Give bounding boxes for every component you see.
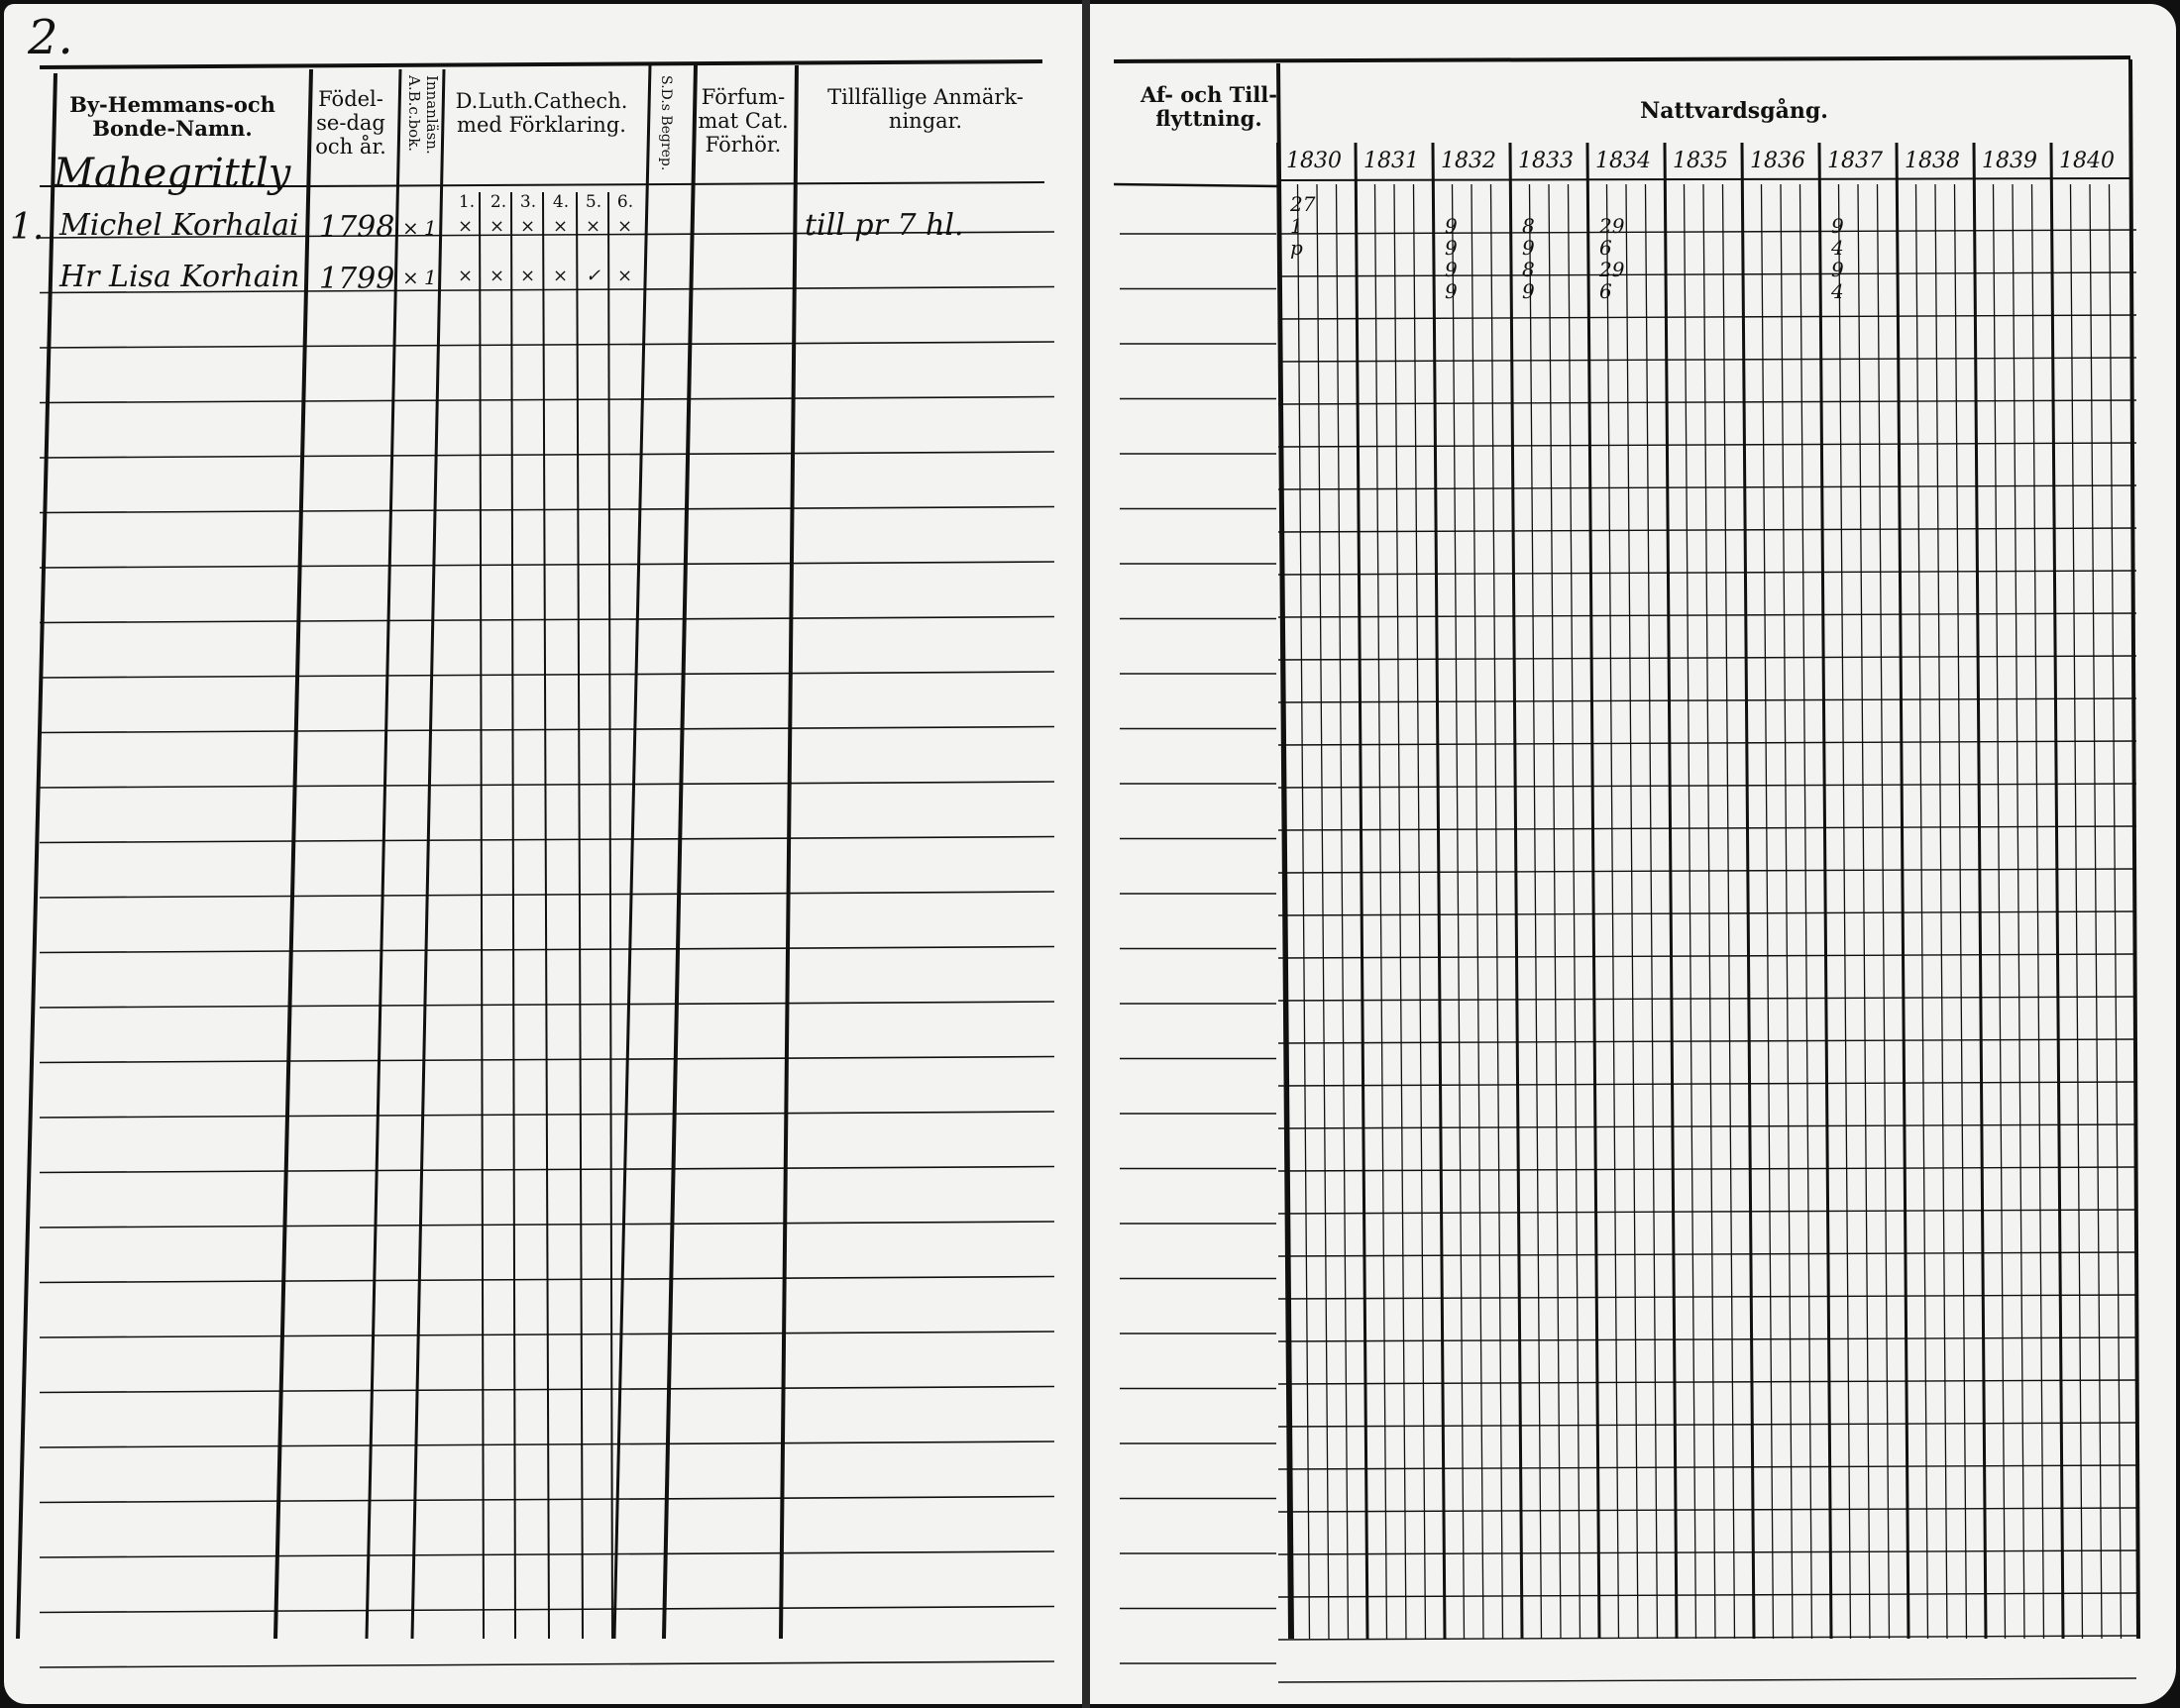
grid-row-rule (1278, 1124, 2136, 1128)
row-rule (40, 837, 1054, 843)
header-name: By-Hemmans-och Bonde-Namn. (69, 92, 275, 141)
month-column-rule (1414, 184, 1426, 1639)
catech-mark: × (458, 266, 474, 286)
header-forfum: Förfum- mat Cat. Förhör. (698, 85, 789, 157)
catech-mark: ✓ (586, 266, 601, 286)
grid-row-rule (1278, 272, 2136, 276)
row-rule (40, 1661, 1054, 1667)
year-column-rule (1433, 143, 1445, 1639)
grid-row-rule (1278, 1167, 2136, 1171)
grid-row-rule (1278, 869, 2136, 873)
communion-entry: 29 (1599, 258, 1625, 281)
catech-mark: × (490, 266, 505, 286)
year-label: 1835 (1673, 149, 1728, 173)
header-begrep: S.D.s Begrep. (658, 75, 674, 171)
catech-col-6: 6. (616, 192, 634, 212)
year-column-rule (1974, 143, 1986, 1639)
row-rule (40, 782, 1054, 788)
grid-row-rule (1278, 358, 2136, 362)
month-column-rule (1317, 184, 1329, 1639)
column-rule (18, 73, 55, 1639)
year-column-rule (1278, 143, 1290, 1639)
communion-entry: 9 (1522, 236, 1535, 260)
year-label: 1833 (1518, 149, 1574, 173)
grid-row-rule (1278, 1550, 2136, 1554)
abc-mark: × (402, 266, 419, 289)
communion-entry: 9 (1831, 258, 1844, 281)
row-rule (40, 397, 1054, 403)
catech-col-4: 4. (552, 192, 570, 212)
grid-row-rule (1278, 1039, 2136, 1043)
communion-entry: 4 (1831, 236, 1844, 260)
top-rule (1114, 57, 2130, 61)
grid-row-rule (1278, 528, 2136, 532)
column-rule (664, 65, 696, 1639)
grid-row-rule (1278, 1295, 2136, 1299)
column-rule (412, 69, 444, 1639)
grid-row-rule (1278, 443, 2136, 447)
grid-row-rule (1278, 1678, 2136, 1682)
month-column-rule (1298, 184, 1310, 1639)
month-column-rule (1935, 184, 1947, 1639)
farm-name: Mahegrittly (54, 151, 291, 196)
grid-row-rule (1278, 230, 2136, 234)
communion-entry: 9 (1445, 258, 1458, 281)
header-catechism: D.Luth.Cathech. med Förklaring. (455, 89, 628, 137)
communion-entry: 6 (1599, 236, 1612, 260)
abc-mark: × (402, 216, 419, 240)
header-remarks: Tillfällige Anmärk- ningar. (827, 85, 1024, 133)
column-rule (608, 192, 612, 1639)
column-rule (480, 192, 484, 1639)
month-column-rule (1375, 184, 1387, 1639)
grid-row-rule (1278, 826, 2136, 830)
communion-entry: 6 (1599, 279, 1612, 303)
row-rule (40, 672, 1054, 678)
month-column-rule (1472, 184, 1483, 1639)
catech-col-5: 5. (585, 192, 602, 212)
grid-row-rule (1278, 954, 2136, 958)
communion-entry: 9 (1522, 279, 1535, 303)
row-rule (40, 562, 1054, 568)
header-innanlas: Innanläsn. (423, 75, 441, 155)
row-rule (40, 617, 1054, 623)
month-column-rule (1858, 184, 1870, 1639)
grid-row-rule (1278, 1465, 2136, 1469)
communion-entry: 27 (1290, 192, 1316, 216)
header-moving: Af- och Till- flyttning. (1141, 82, 1277, 131)
year-column-rule (2051, 143, 2063, 1639)
year-label: 1838 (1905, 149, 1960, 173)
year-label: 1831 (1363, 149, 1419, 173)
month-column-rule (1337, 184, 1349, 1639)
grid-row-rule (1278, 1082, 2136, 1086)
grid-row-rule (1278, 400, 2136, 404)
communion-entry: 9 (1445, 214, 1458, 238)
grid-row-rule (1278, 315, 2136, 319)
grid-row-rule (1278, 485, 2136, 489)
column-rule (367, 69, 400, 1639)
communion-entry: 8 (1522, 258, 1535, 281)
row-rule (40, 1441, 1054, 1447)
header-rule (1278, 178, 2130, 180)
book-gutter (1082, 0, 1090, 1708)
communion-entry: 9 (1445, 236, 1458, 260)
year-label: 1840 (2059, 149, 2115, 173)
year-column-rule (1742, 143, 1754, 1639)
header-birth: Födel- se-dag och år. (315, 87, 386, 159)
month-column-rule (1491, 184, 1503, 1639)
year-label: 1832 (1441, 149, 1496, 173)
grid-row-rule (1278, 1636, 2136, 1640)
catech-mark: × (617, 266, 633, 286)
catech-col-2: 2. (490, 192, 507, 212)
year-column-rule (1819, 143, 1831, 1639)
row-rule (40, 1497, 1054, 1503)
catech-col-1: 1. (458, 192, 476, 212)
grid-row-rule (1278, 571, 2136, 575)
catech-mark: × (553, 216, 569, 237)
row-rule (40, 1607, 1054, 1613)
year-column-rule (1665, 143, 1677, 1639)
row-number: 1. (10, 207, 45, 248)
grid-row-rule (1278, 1210, 2136, 1214)
grid-row-rule (1278, 1423, 2136, 1427)
person-name: Michel Korhalai (59, 208, 299, 243)
communion-entry: 9 (1831, 214, 1844, 238)
column-rule (577, 192, 583, 1639)
innanlas-mark: 1 (424, 266, 437, 289)
month-column-rule (1453, 184, 1465, 1639)
year-label: 1836 (1750, 149, 1805, 173)
grid-row-rule (1278, 1593, 2136, 1597)
month-column-rule (1839, 184, 1851, 1639)
row-rule (40, 507, 1054, 513)
column-rule (511, 192, 515, 1639)
catech-mark: × (520, 266, 536, 286)
catech-mark: × (553, 266, 569, 286)
communion-entry: 29 (1599, 214, 1625, 238)
column-rule (2130, 59, 2138, 1639)
grid-row-rule (1278, 1252, 2136, 1256)
catech-col-3: 3. (519, 192, 537, 212)
communion-entry: 9 (1445, 279, 1458, 303)
person-name: Hr Lisa Korhain (59, 260, 300, 294)
row-rule (40, 452, 1054, 458)
left-page (4, 4, 1082, 1704)
remark-text: till pr 7 hl. (805, 208, 964, 243)
top-rule (40, 61, 1042, 67)
column-rule (614, 65, 650, 1639)
folio-number: 2. (28, 10, 73, 65)
grid-row-rule (1278, 911, 2136, 915)
year-column-rule (1587, 143, 1599, 1639)
grid-row-rule (1278, 1380, 2136, 1384)
right-ruling (1090, 4, 2176, 1704)
year-column-rule (1510, 143, 1522, 1639)
grid-row-rule (1278, 1337, 2136, 1341)
row-rule (40, 342, 1054, 348)
column-rule (543, 192, 549, 1639)
year-label: 1839 (1982, 149, 2037, 173)
month-column-rule (1955, 184, 1967, 1639)
row-rule (40, 1551, 1054, 1557)
right-page (1090, 4, 2176, 1704)
communion-entry: 8 (1522, 214, 1535, 238)
grid-row-rule (1278, 784, 2136, 788)
birth-year: 1798 (319, 210, 395, 245)
year-label: 1834 (1595, 149, 1651, 173)
grid-row-rule (1278, 997, 2136, 1001)
catech-mark: × (617, 216, 633, 237)
grid-row-rule (1278, 1508, 2136, 1512)
header-abc: A.B.c.bok. (405, 75, 423, 153)
catech-mark: × (490, 216, 505, 237)
row-rule (40, 892, 1054, 898)
header-rule (301, 182, 1044, 186)
catech-mark: × (520, 216, 536, 237)
header-communion: Nattvardsgång. (1640, 98, 1828, 124)
header-rule (1114, 184, 1278, 186)
year-column-rule (1897, 143, 1908, 1639)
row-rule (40, 727, 1054, 733)
column-rule (275, 69, 311, 1639)
innanlas-mark: 1 (424, 216, 437, 240)
catech-mark: × (458, 216, 474, 237)
year-label: 1837 (1827, 149, 1883, 173)
month-column-rule (1916, 184, 1928, 1639)
column-rule (781, 65, 797, 1639)
communion-entry: p (1290, 236, 1303, 260)
catech-mark: × (586, 216, 601, 237)
communion-entry: 1 (1290, 214, 1303, 238)
month-column-rule (1394, 184, 1406, 1639)
year-label: 1830 (1286, 149, 1342, 173)
month-column-rule (1878, 184, 1890, 1639)
year-column-rule (1356, 143, 1367, 1639)
communion-entry: 4 (1831, 279, 1844, 303)
birth-year: 1799 (319, 262, 395, 296)
